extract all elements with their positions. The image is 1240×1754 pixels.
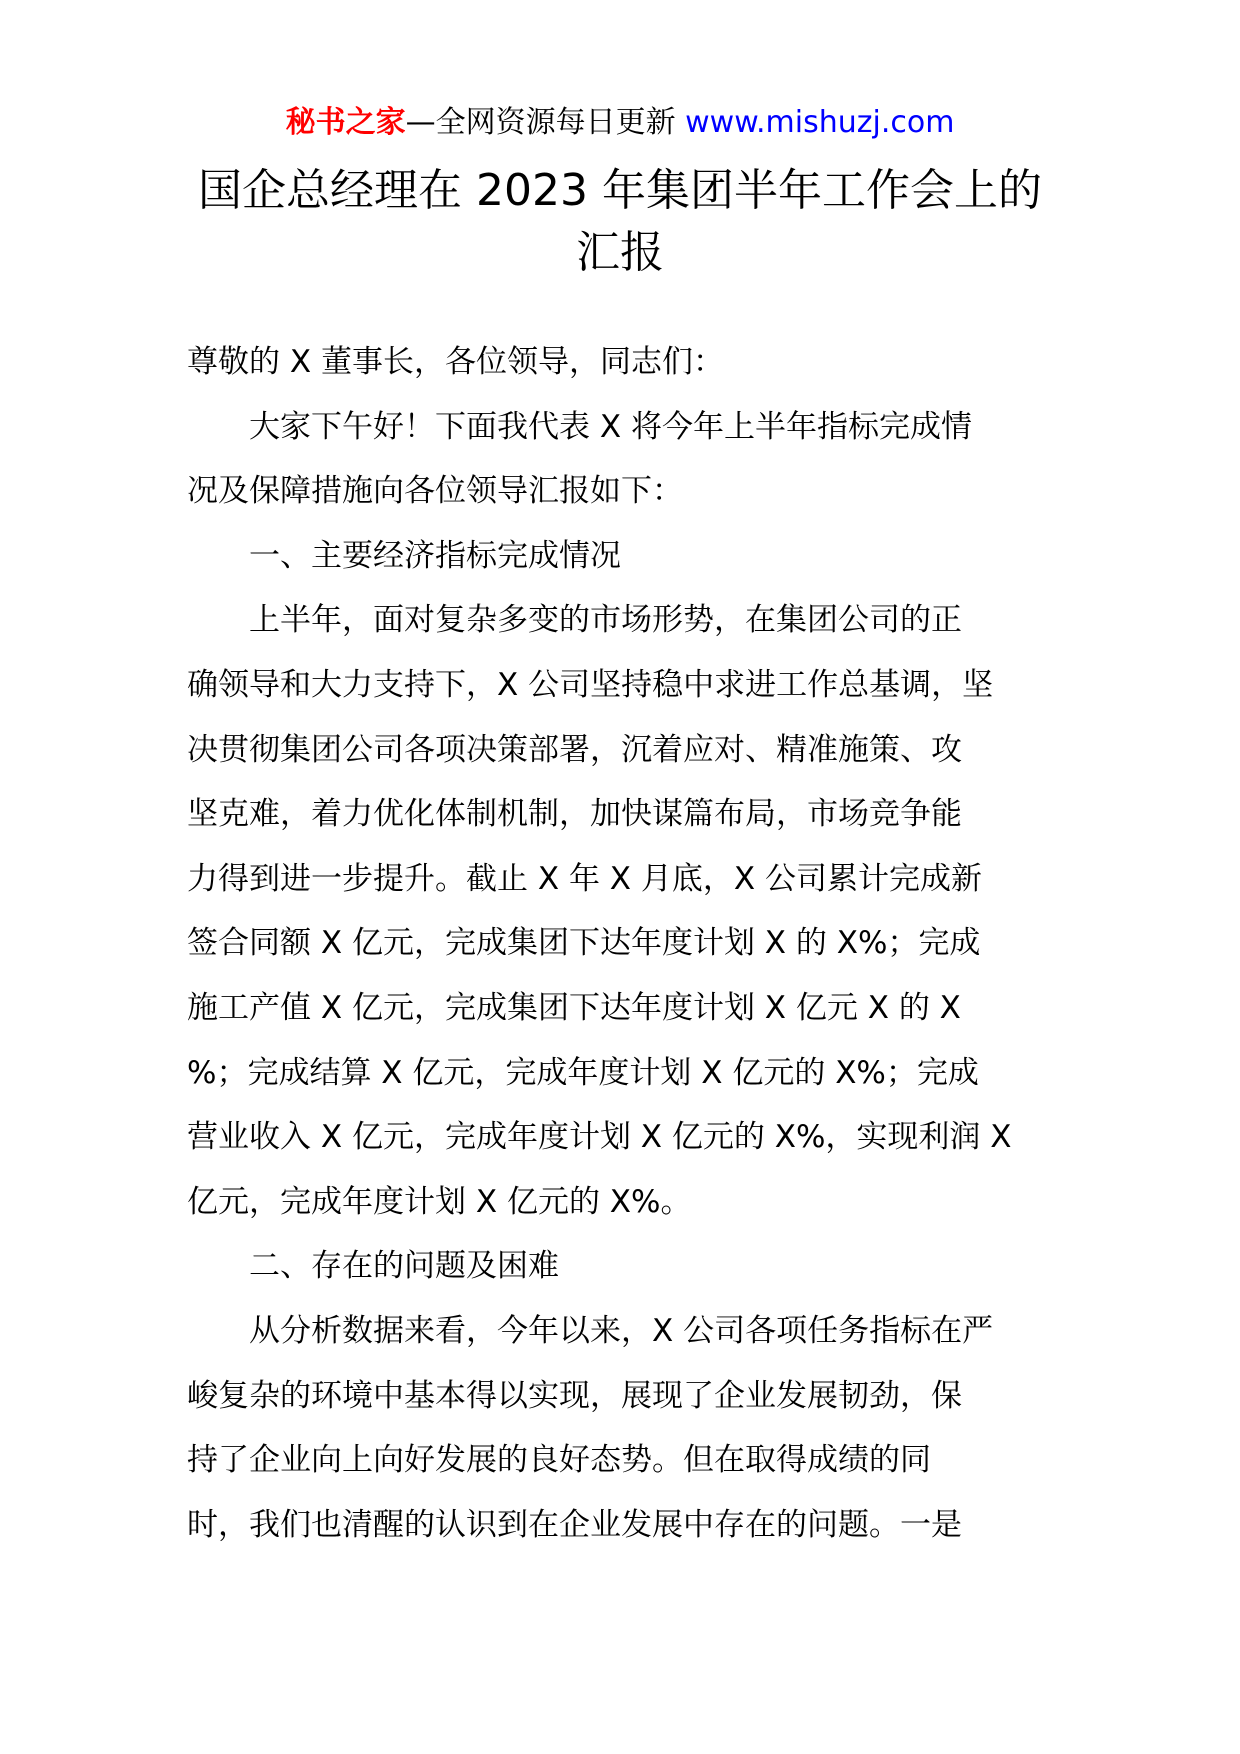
title-line-1: 国企总经理在 2023 年集团半年工作会上的 <box>198 165 1042 216</box>
body-line: %；完成结算 X 亿元，完成年度计划 X 亿元的 X%；完成 <box>187 1054 979 1091</box>
document-title <box>150 160 1090 284</box>
body-line: 力得到进一步提升。截止 X 年 X 月底，X 公司累计完成新 <box>187 860 982 897</box>
section-heading-1: 一、主要经济指标完成情况 <box>187 537 621 574</box>
body-line: 持了企业向上向好发展的良好态势。但在取得成绩的同 <box>187 1442 931 1479</box>
salutation-line: 尊敬的 X 董事长，各位领导，同志们： <box>187 344 724 380</box>
body-line: 施工产值 X 亿元，完成集团下达年度计划 X 亿元 X 的 X <box>187 989 961 1026</box>
body-line: 时，我们也清醒的认识到在企业发展中存在的问题。一是 <box>187 1506 962 1543</box>
document-body <box>187 344 1053 1557</box>
site-header <box>0 101 1240 145</box>
body-line: 峻复杂的环境中基本得以实现，展现了企业发展韧劲，保 <box>187 1377 962 1414</box>
site-tagline: —全网资源每日更新 <box>405 105 676 140</box>
site-brand: 秘书之家 <box>285 105 406 140</box>
body-line: 决贯彻集团公司各项决策部署，沉着应对、精准施策、攻 <box>187 731 962 768</box>
body-line: 上半年，面对复杂多变的市场形势，在集团公司的正 <box>187 602 962 639</box>
body-line: 况及保障措施向各位领导汇报如下： <box>187 473 683 510</box>
body-line: 签合同额 X 亿元，完成集团下达年度计划 X 的 X%；完成 <box>187 925 981 962</box>
body-line: 大家下午好！下面我代表 X 将今年上半年指标完成情 <box>187 408 972 445</box>
body-line: 坚克难，着力优化体制机制，加快谋篇布局，市场竞争能 <box>187 796 962 833</box>
body-line: 确领导和大力支持下，X 公司坚持稳中求进工作总基调，坚 <box>187 666 994 703</box>
site-url-link[interactable]: www.mishuzj.com <box>685 105 955 140</box>
title-line-2: 汇报 <box>576 227 664 278</box>
body-line: 营业收入 X 亿元，完成年度计划 X 亿元的 X%，实现利润 X <box>187 1119 1012 1156</box>
section-heading-2: 二、存在的问题及困难 <box>187 1248 559 1285</box>
body-line: 亿元，完成年度计划 X 亿元的 X%。 <box>187 1183 692 1220</box>
body-line: 从分析数据来看，今年以来，X 公司各项任务指标在严 <box>187 1312 994 1349</box>
